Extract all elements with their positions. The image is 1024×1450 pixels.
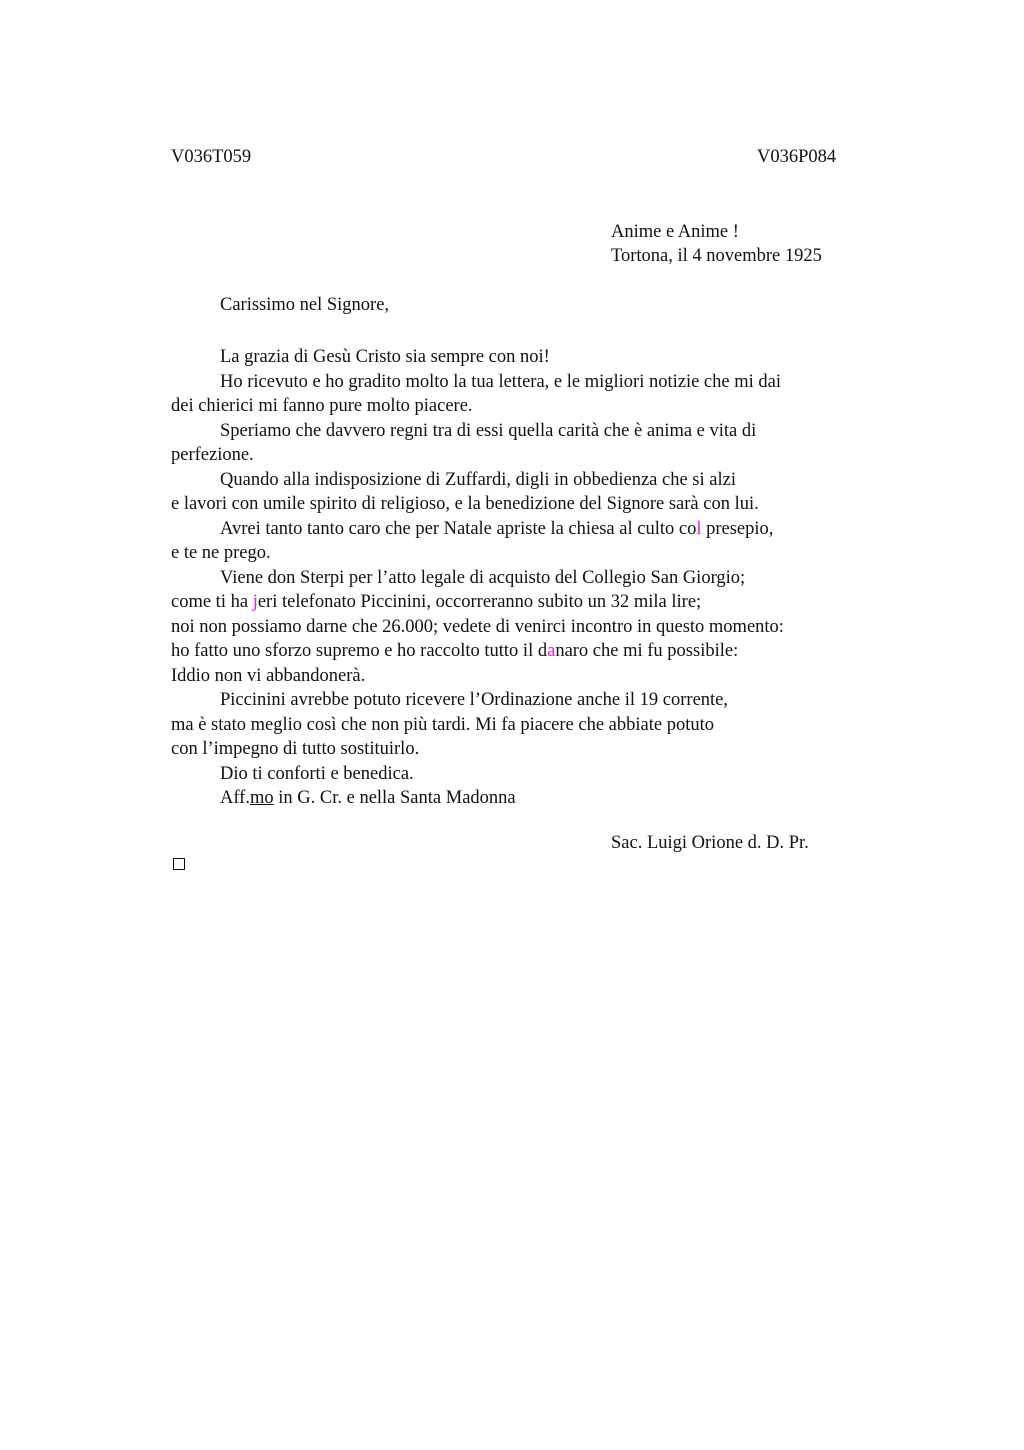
body-line: Iddio non vi abbandonerà. bbox=[171, 665, 366, 686]
document-code-left: V036T059 bbox=[171, 147, 252, 167]
body-line: Speriamo che davvero regni tra di essi quella carità che è anima e vita di bbox=[220, 420, 757, 441]
closing-line bbox=[171, 786, 871, 811]
document-code-right: V036P084 bbox=[757, 147, 837, 167]
letter-body bbox=[171, 345, 871, 811]
body-text-segment: Avrei tanto tanto caro che per Natale apriste la chiesa al culto co bbox=[220, 518, 697, 539]
body-line: noi non possiamo darne che 26.000; vedete di venirci incontro in questo momento: bbox=[171, 616, 784, 637]
body-line: Ho ricevuto e ho gradito molto la tua lettera, e le migliori notizie che mi dai bbox=[220, 371, 781, 392]
body-line: La grazia di Gesù Cristo sia sempre con noi! bbox=[220, 347, 550, 367]
body-text-segment: Aff. bbox=[220, 788, 250, 808]
body-text-segment: naro che mi fu possibile: bbox=[555, 641, 739, 661]
body-line: e te ne prego. bbox=[171, 543, 271, 563]
salutation: Carissimo nel Signore, bbox=[220, 295, 390, 315]
body-text-segment: come ti ha bbox=[171, 592, 253, 612]
highlighted-correction: l bbox=[696, 518, 702, 539]
body-text-segment: ho fatto uno sforzo supremo e ho raccolto tutto il d bbox=[171, 641, 548, 661]
body-line: Dio ti conforti e benedica. bbox=[220, 763, 414, 784]
dateline: Tortona, il 4 novembre 1925 bbox=[611, 246, 822, 266]
body-text-segment: in G. Cr. e nella Santa Madonna bbox=[273, 788, 516, 808]
empty-square-icon bbox=[173, 858, 185, 870]
body-line: Viene don Sterpi per l’atto legale di acquisto del Collegio San Giorgio; bbox=[220, 567, 746, 588]
body-line: Quando alla indisposizione di Zuffardi, digli in obbedienza che si alzi bbox=[220, 469, 736, 490]
motto: Anime e Anime ! bbox=[611, 222, 739, 242]
underlined-abbreviation: mo bbox=[249, 788, 274, 808]
body-line bbox=[171, 517, 871, 542]
signature: Sac. Luigi Orione d. D. Pr. bbox=[611, 833, 809, 853]
body-text-segment: eri telefonato Piccinini, occorreranno subito un 32 mila lire; bbox=[257, 592, 702, 612]
body-line: perfezione. bbox=[171, 445, 254, 465]
body-line: e lavori con umile spirito di religioso, e la benedizione del Signore sarà con lui. bbox=[171, 494, 759, 514]
body-text-segment: presepio, bbox=[701, 518, 774, 539]
body-line: Piccinini avrebbe potuto ricevere l’Ordinazione anche il 19 corrente, bbox=[220, 690, 729, 710]
body-line: con l’impegno di tutto sostituirlo. bbox=[171, 739, 420, 759]
body-line: ma è stato meglio così che non più tardi. Mi fa piacere che abbiate potuto bbox=[171, 714, 714, 735]
body-line bbox=[171, 639, 871, 664]
highlighted-correction: j bbox=[252, 592, 258, 612]
highlighted-correction: a bbox=[547, 641, 556, 661]
body-line bbox=[171, 590, 871, 615]
body-line: dei chierici mi fanno pure molto piacere. bbox=[171, 396, 473, 416]
